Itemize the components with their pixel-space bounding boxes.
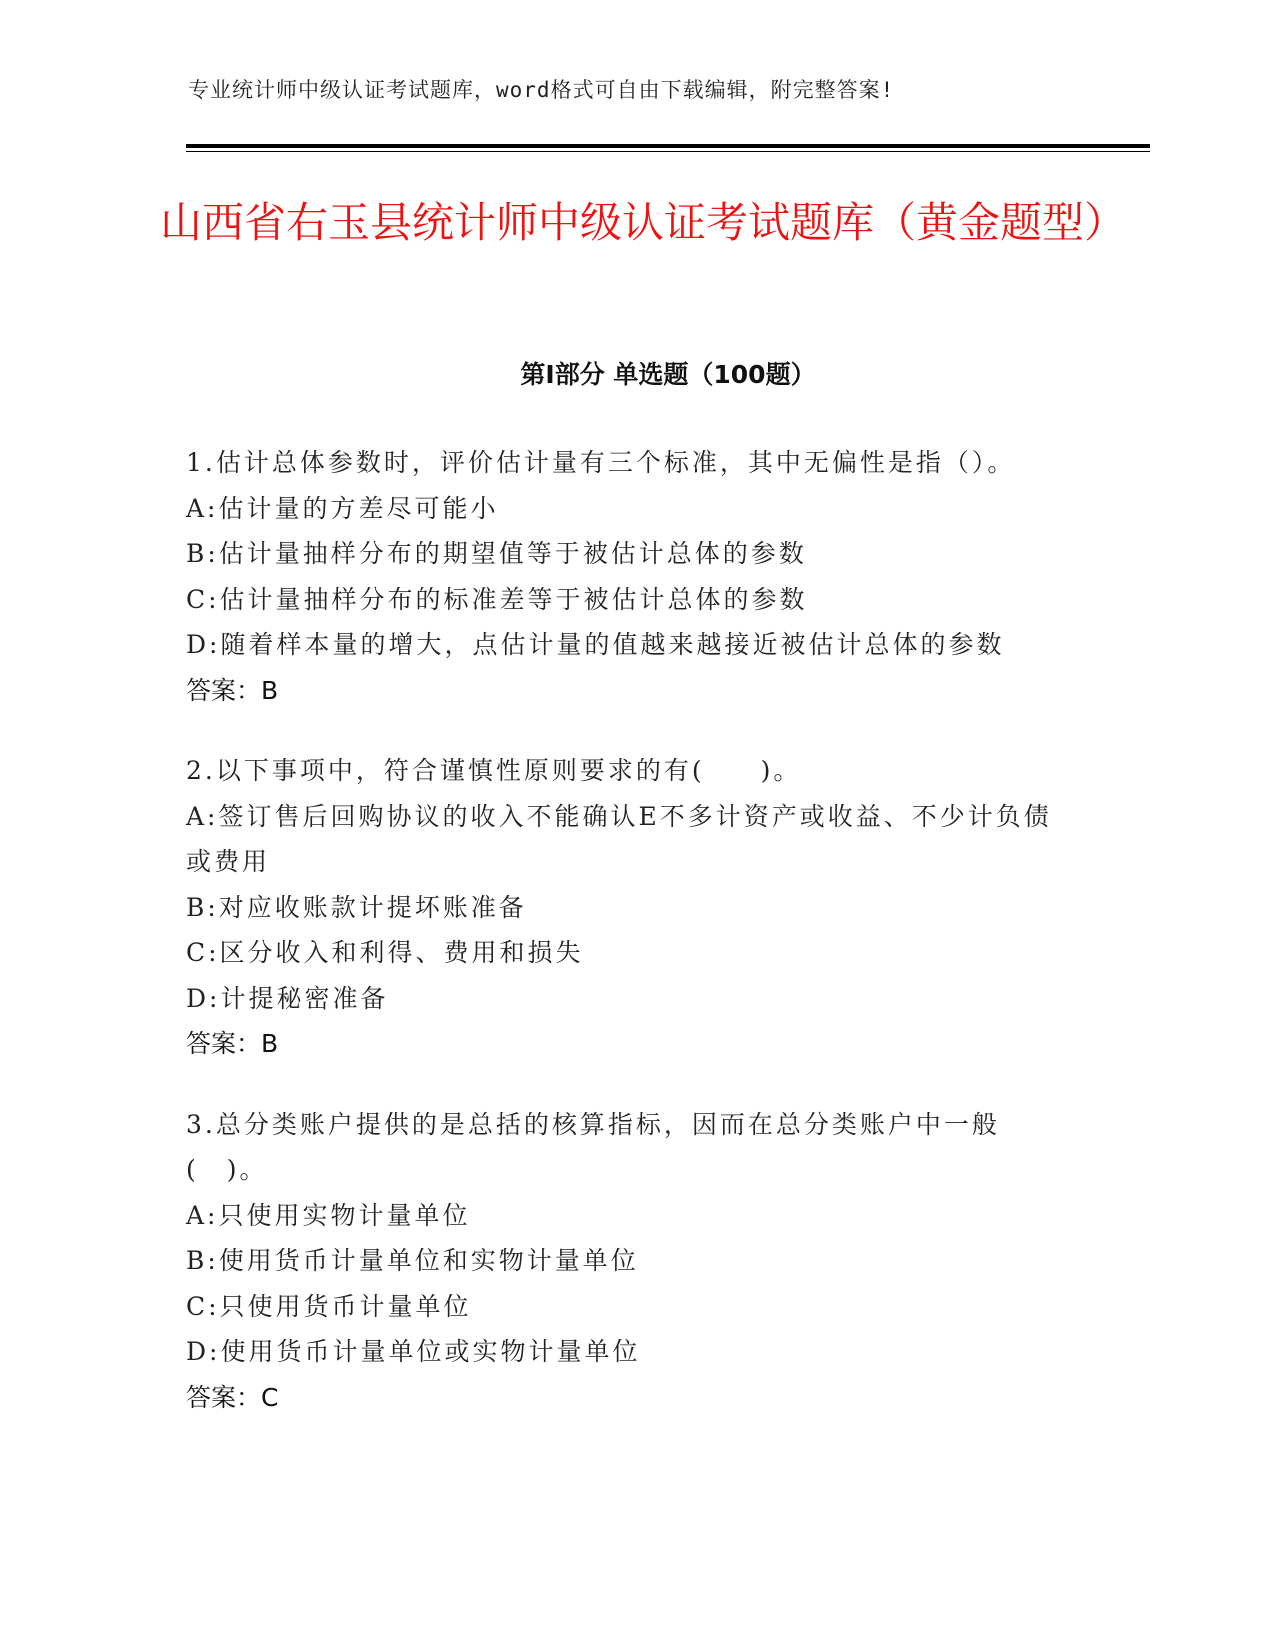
section-title: 第I部分 单选题（100题） <box>520 360 816 389</box>
header-rule-thick <box>186 144 1150 148</box>
question-stem: 2.以下事项中，符合谨慎性原则要求的有( )。 <box>186 756 802 785</box>
question-1 <box>186 440 1076 713</box>
option-a: A:只使用实物计量单位 <box>186 1200 471 1230</box>
option-d: D:使用货币计量单位或实物计量单位 <box>186 1337 641 1366</box>
document-title: 山西省右玉县统计师中级认证考试题库（黄金题型） <box>160 198 1127 247</box>
header-note: 专业统计师中级认证考试题库，word格式可自由下载编辑，附完整答案! <box>188 78 895 102</box>
header-rule-thin <box>186 151 1150 152</box>
option-b: B:对应收账款计提坏账准备 <box>186 892 527 922</box>
option-d: D:计提秘密准备 <box>186 983 389 1013</box>
question-stem: 3.总分类账户提供的是总括的核算指标，因而在总分类账户中一般( )。 <box>186 1109 1000 1184</box>
option-a: A:签订售后回购协议的收入不能确认E不多计资产或收益、不少计负债或费用 <box>186 801 1052 876</box>
option-b: B:估计量抽样分布的期望值等于被估计总体的参数 <box>186 539 807 568</box>
question-3 <box>186 1102 1076 1421</box>
option-c: C:只使用货币计量单位 <box>186 1291 472 1321</box>
question-2 <box>186 748 1076 1067</box>
question-stem: 1.估计总体参数时，评价估计量有三个标准，其中无偏性是指（）。 <box>186 448 1016 477</box>
option-c: C:区分收入和利得、费用和损失 <box>186 938 584 967</box>
option-b: B:使用货币计量单位和实物计量单位 <box>186 1246 639 1275</box>
option-a: A:估计量的方差尽可能小 <box>186 493 499 523</box>
option-c: C:估计量抽样分布的标准差等于被估计总体的参数 <box>186 584 808 614</box>
answer: 答案：B <box>186 675 279 705</box>
answer: 答案：B <box>186 1029 279 1058</box>
question-list <box>186 440 1076 1455</box>
answer: 答案：C <box>186 1382 279 1412</box>
option-d: D:随着样本量的增大，点估计量的值越来越接近被估计总体的参数 <box>186 630 1005 659</box>
